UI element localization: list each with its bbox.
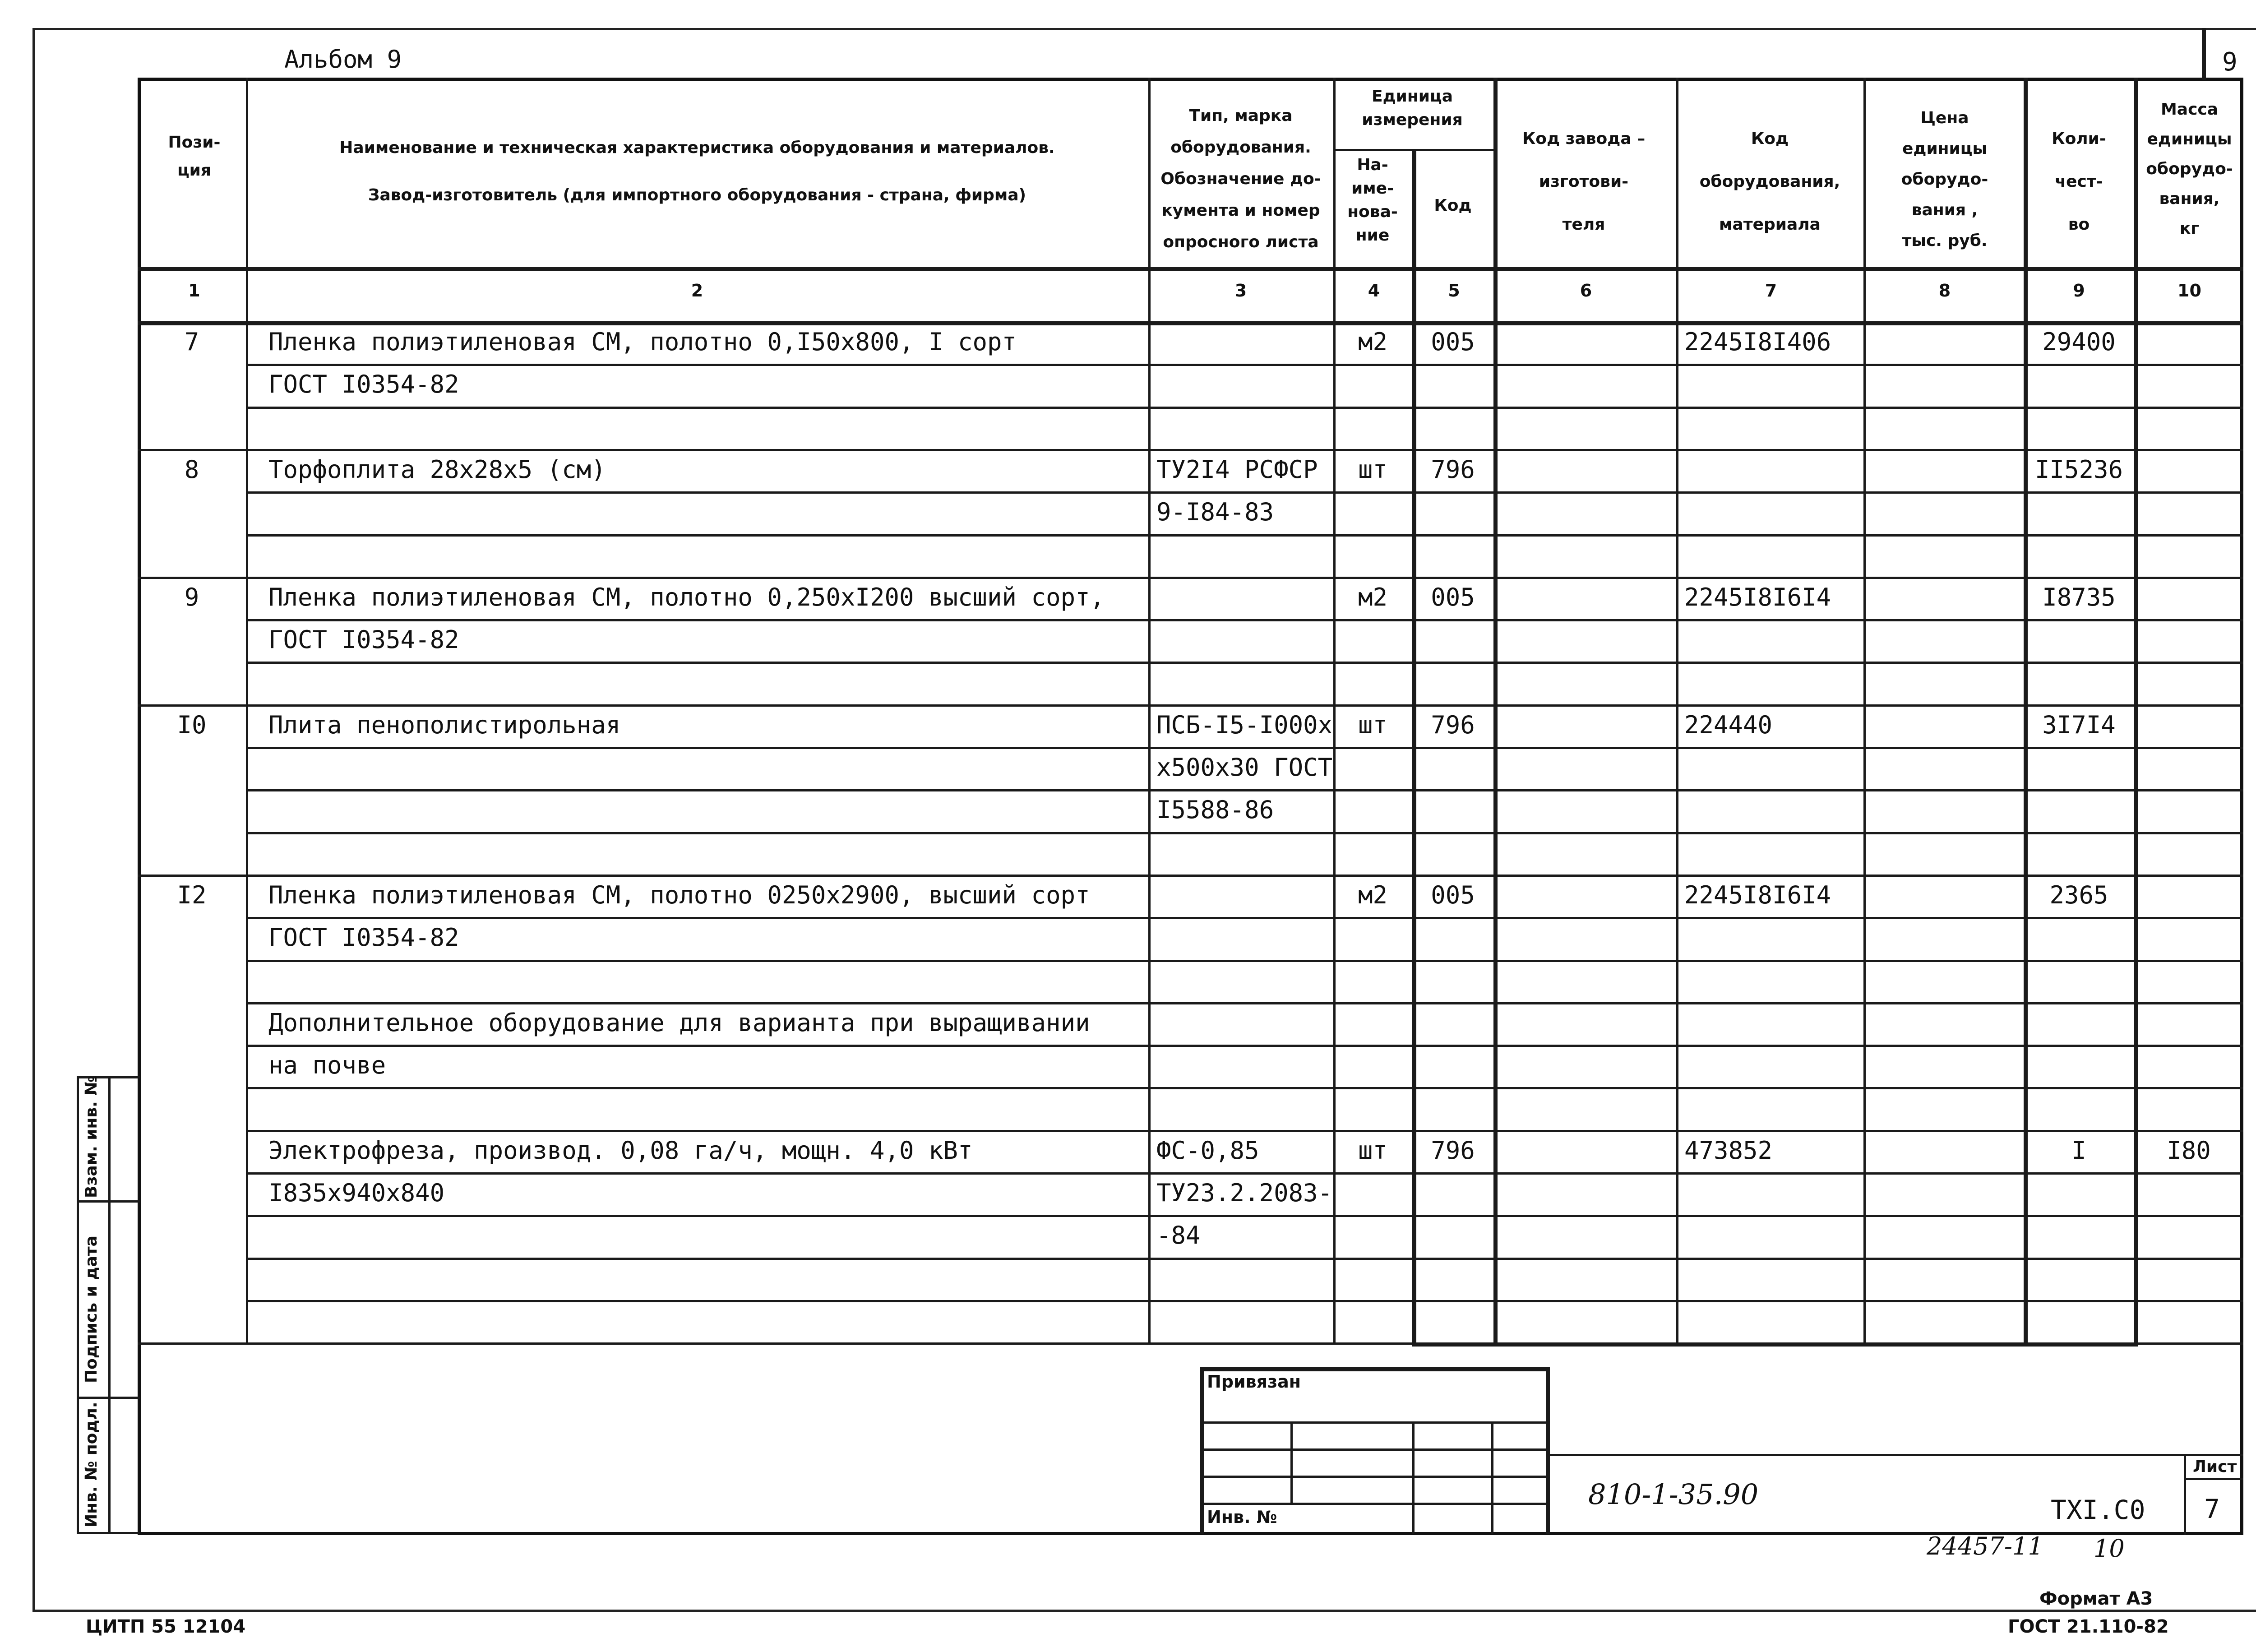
title-block-col-3 — [1491, 1421, 1493, 1534]
sheet-divider — [1548, 1454, 2243, 1456]
body-bottom-line — [138, 1342, 2243, 1345]
handwritten-number: 24457-11 — [1927, 1532, 2043, 1560]
pos-row-line-13 — [138, 875, 248, 877]
cell-name: ГОСТ I0354-82 — [268, 370, 459, 398]
footer-gost: ГОСТ 21.110-82 — [2008, 1616, 2169, 1637]
cell-equip: 473852 — [1684, 1136, 1773, 1165]
cell-unit: шт — [1358, 455, 1388, 484]
row-line-6 — [246, 577, 2243, 579]
number-row-bottom-line — [138, 321, 2243, 325]
colnum-2: 2 — [691, 281, 703, 301]
row-line-21 — [246, 1215, 2243, 1217]
header-unit-code: Код — [1434, 196, 1472, 215]
row-line-9 — [246, 704, 2243, 707]
cell-pos: I0 — [177, 711, 207, 739]
side-label-podpis: Подпись и дата — [82, 1236, 101, 1383]
sheet-number: 7 — [2204, 1494, 2220, 1524]
header-mass: Масса единицы оборудо- вания, кг — [2146, 100, 2233, 238]
title-block-top — [1200, 1367, 1550, 1371]
row-line-13 — [246, 875, 2243, 877]
cell-name: Пленка полиэтиленовая СМ, полотно 0250х2900, высший сорт — [268, 881, 1090, 909]
header-bottom-line — [138, 267, 2243, 271]
cell-type: ФС-0,85 — [1156, 1136, 1259, 1165]
cell-mass: I80 — [2167, 1136, 2211, 1165]
cell-type: ТУ2I4 РСФСР — [1156, 455, 1318, 484]
title-block-left — [1200, 1367, 1204, 1534]
cell-type: 9-I84-83 — [1156, 498, 1274, 526]
colnum-3: 3 — [1234, 281, 1247, 301]
row-line-16 — [246, 1002, 2243, 1004]
row-line-18 — [246, 1087, 2243, 1089]
cell-equip: 2245I8I6I4 — [1684, 583, 1831, 611]
colnum-9: 9 — [2073, 281, 2085, 301]
cell-qty: 3I7I4 — [2042, 711, 2116, 739]
cell-pos: I2 — [177, 881, 207, 909]
handwritten-page: 10 — [2094, 1534, 2125, 1563]
inv-no-label: Инв. № — [1207, 1507, 1277, 1527]
row-line-11 — [246, 789, 2243, 791]
title-block-right — [1546, 1367, 1550, 1534]
cell-code: 005 — [1431, 881, 1475, 909]
cell-pos: 9 — [184, 583, 199, 611]
cell-type: х500х30 ГОСТ — [1156, 753, 1333, 782]
cell-type: -84 — [1156, 1221, 1201, 1249]
row-line-17 — [246, 1045, 2243, 1047]
row-line-14 — [246, 917, 2243, 919]
cell-name: Торфоплита 28х28х5 (см) — [268, 455, 606, 484]
colnum-4: 4 — [1368, 281, 1380, 301]
title-block-col-2 — [1412, 1421, 1415, 1534]
cell-type: I5588-86 — [1156, 796, 1274, 824]
pos-row-line-6 — [138, 577, 248, 579]
row-line-4 — [246, 491, 2243, 494]
colnum-7: 7 — [1765, 281, 1777, 301]
header-plant-code: Код завода – изготови- теля — [1522, 130, 1646, 234]
document-number: 810-1-35.90 — [1588, 1478, 1759, 1511]
cell-type: ПСБ-I5-I000х — [1156, 711, 1333, 739]
colnum-1: 1 — [188, 281, 200, 301]
header-name: Наименование и техническая характеристика оборудования и материалов. Завод-изготовитель (для импортного оборудования - страна, фирма) — [339, 139, 1055, 204]
header-unit-group: Единица измерения — [1362, 87, 1463, 129]
side-label-inv-podl: Инв. № подл. — [82, 1402, 101, 1527]
cell-name: I835х940х840 — [268, 1179, 445, 1207]
cell-name: ГОСТ I0354-82 — [268, 625, 459, 654]
sheet-box-left — [2184, 1454, 2186, 1535]
cell-unit: м2 — [1358, 328, 1388, 356]
header-type: Тип, марка оборудования. Обозначение до- кумента и номер опросного листа — [1160, 106, 1321, 251]
pos-row-line-9 — [138, 704, 248, 707]
sheet-box-mid — [2184, 1478, 2243, 1480]
row-line-20 — [246, 1172, 2243, 1175]
side-label-vzam: Взам. инв. № — [82, 1076, 101, 1198]
cell-qty: 2365 — [2049, 881, 2108, 909]
cell-type: ТУ23.2.2083- — [1156, 1179, 1333, 1207]
cell-equip: 2245I8I6I4 — [1684, 881, 1831, 909]
privyazan-label: Привязан — [1207, 1372, 1301, 1392]
cell-code: 796 — [1431, 455, 1475, 484]
cell-unit: шт — [1358, 711, 1388, 739]
cell-name: Пленка полиэтиленовая СМ, полотно 0,I50х800, I сорт — [268, 328, 1017, 356]
header-position: Пози- ция — [168, 133, 221, 180]
title-block-row-1 — [1200, 1421, 1550, 1424]
header-quantity: Коли- чест- во — [2052, 130, 2106, 234]
colnum-6: 6 — [1580, 281, 1592, 301]
row-line-3 — [246, 449, 2243, 451]
header-price: Цена единицы оборудо- вания , тыс. руб. — [1901, 109, 1988, 250]
title-block-row-2 — [1200, 1448, 1550, 1451]
sheet-label: Лист — [2193, 1458, 2237, 1476]
cell-qty: 29400 — [2042, 328, 2116, 356]
cell-name: Дополнительное оборудование для варианта при выращивании — [268, 1009, 1090, 1037]
cell-pos: 7 — [184, 328, 199, 356]
row-line-2 — [246, 407, 2243, 409]
cell-unit: м2 — [1358, 583, 1388, 611]
title-block-col-1 — [1290, 1421, 1293, 1505]
cell-code: 796 — [1431, 711, 1475, 739]
row-line-1 — [246, 364, 2243, 366]
cell-qty: I — [2071, 1136, 2086, 1165]
cell-name: ГОСТ I0354-82 — [268, 923, 459, 952]
row-line-19 — [246, 1130, 2243, 1132]
footer-format: Формат А3 — [2039, 1588, 2153, 1609]
cell-unit: шт — [1358, 1136, 1388, 1165]
row-line-7 — [246, 619, 2243, 621]
cell-name: на почве — [268, 1051, 386, 1079]
row-line-10 — [246, 747, 2243, 749]
pos-row-line-3 — [138, 449, 248, 451]
title-block-row-3 — [1200, 1476, 1550, 1478]
cell-code: 005 — [1431, 583, 1475, 611]
colnum-8: 8 — [1938, 281, 1951, 301]
cell-equip: 224440 — [1684, 711, 1773, 739]
row-line-15 — [246, 960, 2243, 962]
header-equip-code: Код оборудования, материала — [1699, 130, 1840, 234]
document-code: ТХI.С0 — [2051, 1495, 2145, 1525]
footer-left: ЦИТП 55 12104 — [86, 1616, 246, 1637]
unit-group-divider — [1333, 149, 1493, 151]
album-label: Альбом 9 — [284, 45, 402, 74]
title-block-row-4 — [1200, 1503, 1550, 1505]
row-line-12 — [246, 832, 2243, 834]
row-line-8 — [246, 662, 2243, 664]
cell-name: Плита пенополистирольная — [268, 711, 621, 739]
row-line-5 — [246, 534, 2243, 537]
page-number: 9 — [2222, 47, 2238, 77]
cell-code: 005 — [1431, 328, 1475, 356]
cell-qty: II5236 — [2034, 455, 2123, 484]
colnum-5: 5 — [1448, 281, 1460, 301]
cell-code: 796 — [1431, 1136, 1475, 1165]
cell-name: Электрофреза, производ. 0,08 га/ч, мощн. 4,0 кВт — [268, 1136, 973, 1165]
colnum-10: 10 — [2177, 281, 2201, 301]
cell-equip: 2245I8I406 — [1684, 328, 1831, 356]
row-line-22 — [246, 1258, 2243, 1260]
cell-pos: 8 — [184, 455, 199, 484]
cell-name: Пленка полиэтиленовая СМ, полотно 0,250хI200 высший сорт, — [268, 583, 1105, 611]
header-unit-name: На- име- нова- ние — [1347, 156, 1398, 245]
cell-qty: I8735 — [2042, 583, 2116, 611]
row-line-23 — [246, 1300, 2243, 1302]
cell-unit: м2 — [1358, 881, 1388, 909]
